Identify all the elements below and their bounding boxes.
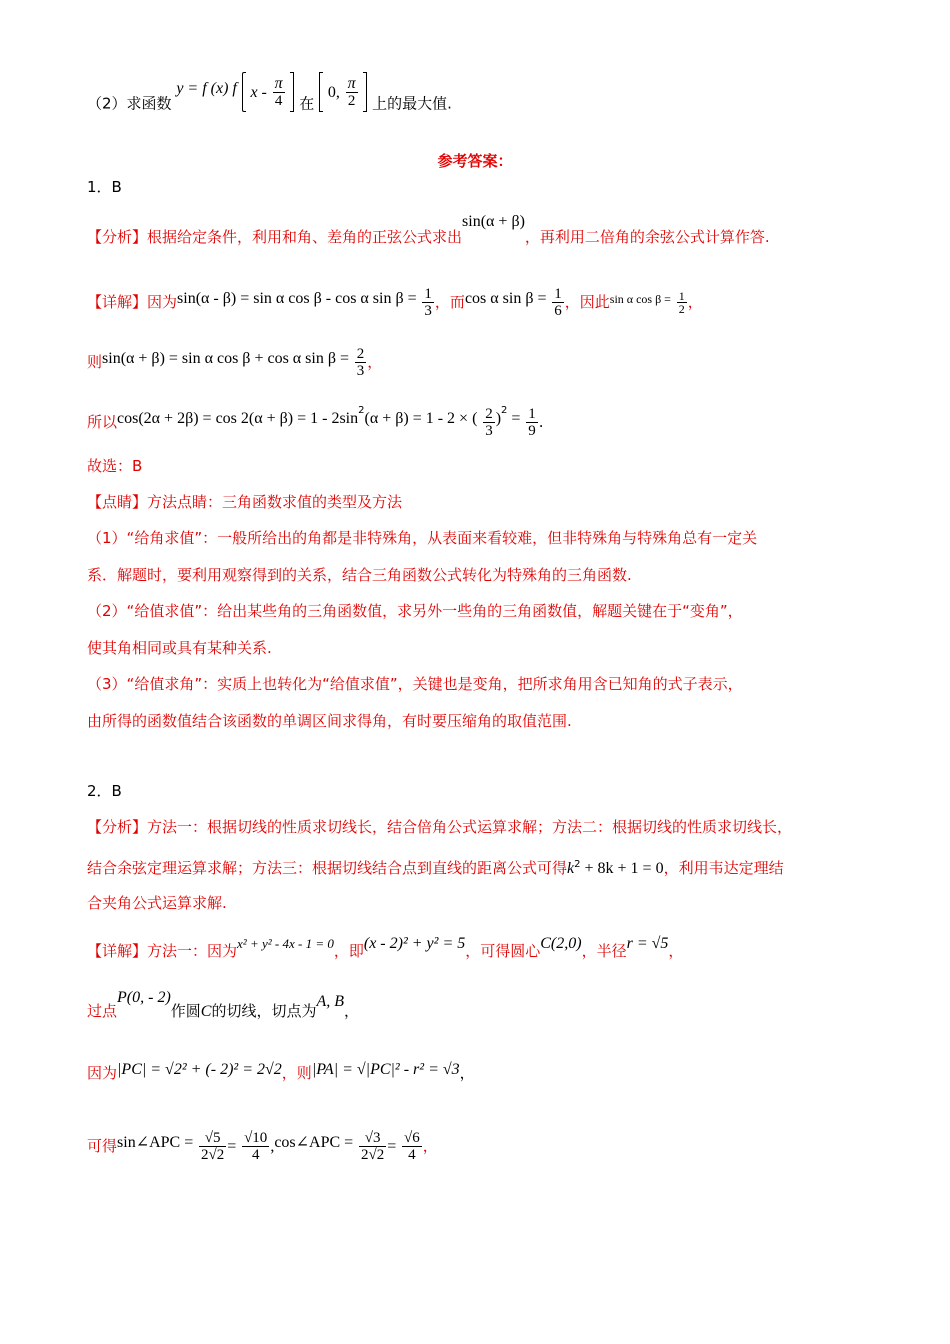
detail-because: 因为 [147, 293, 178, 311]
answer-2-analysis-1 [87, 816, 792, 838]
question-2-arg: x - [250, 83, 267, 101]
paren-left [242, 72, 246, 112]
fraction-pi-over-2 [346, 76, 358, 109]
denominator: 2√2 [201, 1147, 225, 1163]
equals: = [507, 410, 521, 427]
denominator-2: 2 [347, 92, 356, 109]
comma: ， [367, 353, 383, 371]
fraction-2-3-b [483, 406, 495, 439]
denominator: 3 [485, 423, 493, 439]
fraction-pi-over-4 [273, 76, 285, 109]
answer-1-then-line [87, 346, 382, 379]
answer-2-analysis-2 [87, 854, 784, 880]
fraction-sqrt5 [199, 1130, 226, 1163]
detail-text: 作圆 [170, 1002, 201, 1020]
tip-paragraph-2b: 使其角相同或具有某种关系. [87, 639, 272, 657]
detail-text: 因为 [87, 1064, 118, 1082]
superscript: 2 [574, 859, 581, 870]
denominator: 3 [424, 303, 432, 319]
comma: ， [668, 942, 684, 960]
superscript: 2 [501, 405, 508, 416]
answer-2-number: 2．B [87, 782, 122, 800]
denominator: 2√2 [360, 1147, 385, 1163]
analysis-text-2: ，再利用二倍角的余弦公式计算作答. [524, 228, 770, 246]
then-formula: sin(α + β) = sin α cos β + cos α sin β = [102, 350, 350, 367]
detail-formula-3: sin α cos β = [609, 292, 671, 306]
numerator: √6 [404, 1130, 420, 1146]
detail-text: 方法一：因为 [147, 942, 238, 960]
analysis-text: 方法一：根据切线的性质求切线长，结合倍角公式运算求解；方法二：根据切线的性质求切线长， [147, 818, 793, 836]
so-word: 所以 [87, 413, 118, 431]
question-2-prefix: （2）求函数 [87, 94, 172, 113]
point-p: P(0, - 2) [117, 989, 171, 1006]
equation-rest: + 8k + 1 = 0 [580, 860, 664, 877]
fraction-1-6 [552, 286, 564, 319]
detail-formula-2: cos α sin β = [464, 290, 547, 307]
superscript: 2 [358, 405, 365, 416]
circle-center: C(2,0) [540, 935, 582, 952]
detail-tag: 【详解】 [87, 942, 148, 960]
equals: = [387, 1138, 397, 1155]
close-paren: ) [495, 410, 502, 427]
answer-2-detail-line2 [87, 989, 360, 1023]
analysis-tag: 【分析】 [87, 228, 148, 246]
denominator: 4 [408, 1147, 416, 1163]
pi-symbol: π [347, 74, 356, 92]
denominator: 3 [356, 363, 365, 379]
numerator: √3 [359, 1130, 386, 1147]
numerator: √5 [199, 1130, 226, 1147]
sin-apc: sin∠APC = [117, 1134, 194, 1151]
analysis-text: 根据给定条件，利用和角、差角的正弦公式求出 [147, 228, 463, 246]
numerator: √10 [244, 1130, 268, 1146]
pa-formula: |PA| = √|PC|² - r² = √3 [311, 1061, 460, 1078]
so-formula-b: (α + β) = 1 - 2 × ( [364, 410, 478, 427]
answer-1-number: 1．B [87, 178, 122, 196]
denominator: 4 [251, 1147, 260, 1163]
detail-text: ，半径 [581, 942, 627, 960]
detail-text: ，则 [281, 1064, 312, 1082]
detail-thus: ，因此 [564, 293, 610, 311]
detail-formula-1: sin(α - β) = sin α cos β - cos α sin β = [177, 290, 417, 307]
fraction-sqrt6 [402, 1130, 422, 1163]
numerator: 1 [554, 286, 562, 302]
comma: ， [344, 1002, 360, 1020]
bracket-right [363, 72, 367, 112]
equals: = [227, 1138, 237, 1155]
k-variable: k [567, 860, 575, 877]
denominator-4: 4 [274, 92, 283, 109]
comma: ， [422, 1137, 438, 1155]
tip-paragraph-3a: （3）“给值求角”：实质上也转化为“给值求值”，关键也是变角，把所求角用含已知角的式子表示， [87, 675, 743, 693]
question-2-mid: 在 [299, 94, 315, 113]
paren-right [290, 72, 294, 112]
fraction-sqrt10 [242, 1130, 269, 1163]
fraction-1-9 [526, 406, 538, 439]
comma: ， [459, 1064, 475, 1082]
tip-paragraph-1a: （1）“给角求值”：一般所给出的角都是非特殊角，从表面来看较难，但非特殊角与特殊角总有一定关 [87, 529, 758, 547]
circle-c: C [200, 1003, 212, 1020]
answer-1-analysis [87, 213, 770, 249]
denominator: 2 [678, 302, 685, 316]
circle-radius: r = √5 [626, 935, 669, 952]
analysis-text: 结合余弦定理运算求解；方法三：根据切线结合点到直线的距离公式可得 [87, 859, 568, 877]
detail-text: 的切线，切点为 [211, 1002, 317, 1020]
interval-zero: 0, [327, 83, 340, 101]
numerator: 2 [485, 406, 493, 422]
denominator: 9 [528, 423, 536, 439]
tip-text: 方法点睛：三角函数求值的类型及方法 [147, 493, 403, 511]
detail-tag: 【详解】 [87, 293, 148, 311]
comma: ， [687, 293, 703, 311]
fraction-2-3 [355, 346, 367, 379]
numerator: 1 [678, 289, 685, 303]
detail-text: ，即 [333, 942, 364, 960]
numerator: 2 [356, 346, 365, 362]
tip-paragraph-1b: 系．解题时，要利用观察得到的关系，结合三角函数公式转化为特殊角的三角函数. [87, 566, 632, 584]
fraction-sqrt3 [359, 1130, 386, 1163]
period: . [538, 413, 544, 431]
tip-tag: 【点睛】 [87, 493, 148, 511]
question-2-suffix: 上的最大值. [372, 94, 452, 113]
answer-1-tip [87, 491, 402, 513]
answer-1-detail-line1 [87, 286, 703, 319]
fraction-1-2 [677, 290, 687, 315]
denominator: 6 [554, 303, 562, 319]
pc-formula: |PC| = √2² + (- 2)² = 2√2 [117, 1061, 282, 1078]
answer-2-detail-line1 [87, 935, 684, 963]
then-word: 则 [87, 353, 103, 371]
comma: , [270, 1138, 275, 1155]
cos-apc: cos∠APC = [274, 1134, 354, 1151]
answer-2-detail-line4 [87, 1130, 438, 1163]
answer-1-choose: 故选：B [87, 457, 143, 475]
circle-equation: x² + y² - 4x - 1 = 0 [237, 936, 334, 951]
detail-text: ，可得圆心 [465, 942, 541, 960]
detail-text: 可得 [87, 1137, 118, 1155]
analysis-text-2: ，利用韦达定理结 [663, 859, 784, 877]
pi-symbol: π [274, 74, 283, 92]
detail-and: ，而 [434, 293, 465, 311]
numerator: 1 [528, 406, 536, 422]
answer-title: 参考答案： [437, 152, 513, 170]
answer-2-analysis-3: 合夹角公式运算求解. [87, 894, 227, 912]
so-formula-a: cos(2α + 2β) = cos 2(α + β) = 1 - 2sin [117, 410, 359, 427]
answer-2-detail-line3 [87, 1062, 475, 1085]
question-2-function: y = f (x) f [176, 79, 237, 97]
question-2-line [87, 74, 452, 124]
fraction-1-3 [422, 286, 434, 319]
tip-paragraph-3b: 由所得的函数值结合该函数的单调区间求得角，有时要压缩角的取值范围. [87, 712, 572, 730]
numerator: 1 [424, 286, 432, 302]
tip-paragraph-2a: （2）“给值求值”：给出某些角的三角函数值，求另外一些角的三角函数值，解题关键在于“变角”， [87, 602, 743, 620]
circle-standard-form: (x - 2)² + y² = 5 [363, 935, 466, 952]
analysis-tag: 【分析】 [87, 818, 148, 836]
bracket-left [319, 72, 323, 112]
answer-1-so-line [87, 406, 543, 439]
detail-text: 过点 [87, 1002, 118, 1020]
tangent-points: A, B [316, 993, 345, 1010]
analysis-formula: sin(α + β) [462, 213, 525, 230]
